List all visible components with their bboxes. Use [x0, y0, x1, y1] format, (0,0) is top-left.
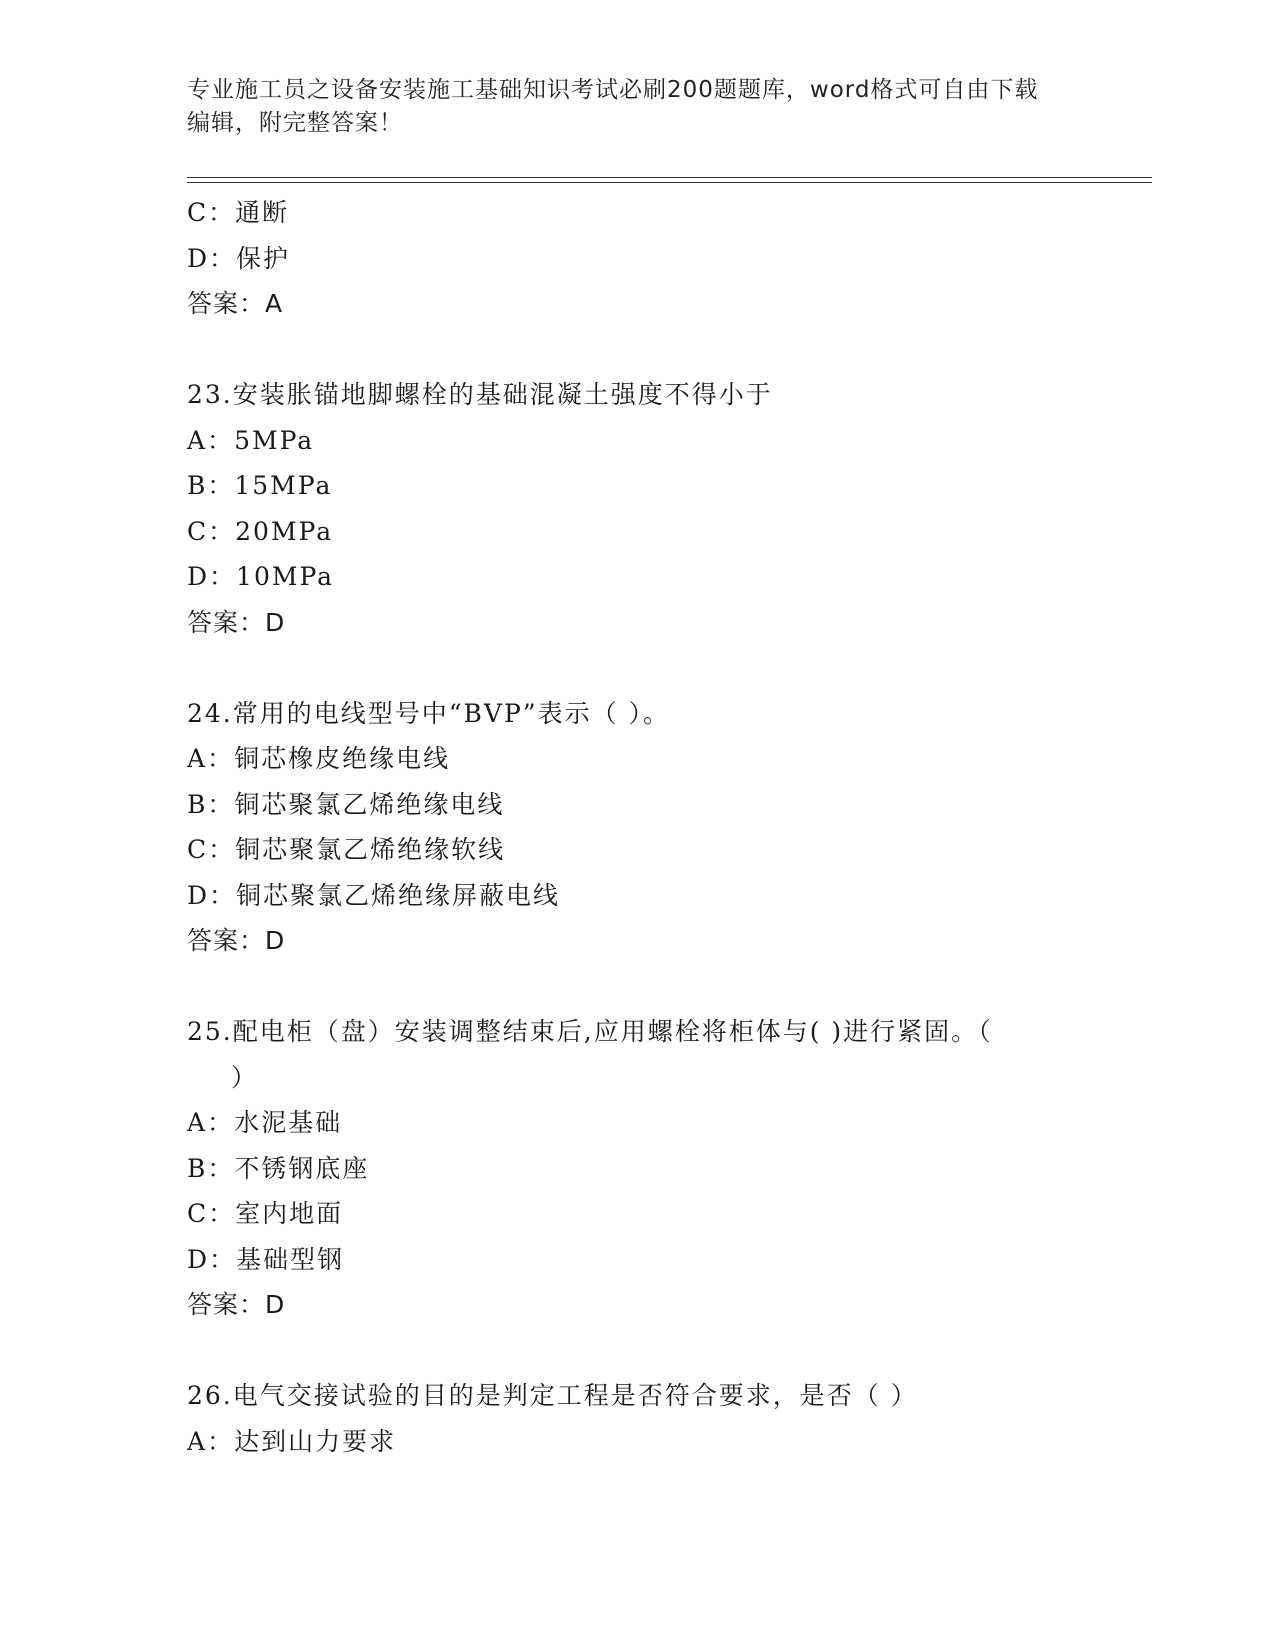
- option-label: A：: [187, 744, 235, 773]
- option-text: 达到山力要求: [234, 1426, 397, 1456]
- option-label: C：: [187, 1199, 236, 1228]
- question-title: 26.电气交接试验的目的是判定工程是否符合要求，是否（ ）: [187, 1381, 918, 1410]
- question-title: 24.常用的电线型号中“BVP”表示（ ）。: [187, 698, 671, 728]
- option-label: B：: [187, 789, 235, 819]
- option-c: [187, 509, 1087, 555]
- option-text: 铜芯聚氯乙烯绝缘屏蔽电线: [236, 880, 561, 910]
- answer-line: 答案：D: [187, 926, 286, 955]
- option-a: [187, 1100, 1087, 1146]
- option-text: 铜芯聚氯乙烯绝缘电线: [234, 789, 505, 819]
- document-header: [187, 74, 1067, 140]
- option-text: 10MPa: [236, 562, 335, 591]
- option-c: [187, 827, 1087, 873]
- option-text: 铜芯聚氯乙烯绝缘软线: [235, 835, 506, 864]
- option-label: D：: [187, 562, 237, 591]
- option-text: 铜芯橡皮绝缘电线: [234, 744, 451, 773]
- option-label: D：: [187, 880, 237, 910]
- header-divider-top: [187, 177, 1152, 178]
- option-text: 水泥基础: [234, 1108, 343, 1137]
- spacer: [187, 964, 1087, 1010]
- option-text: 保护: [236, 243, 291, 273]
- option-a: [187, 418, 1087, 464]
- answer-line: 答案：D: [187, 1290, 286, 1319]
- header-line-2: 编辑，附完整答案！: [187, 110, 403, 136]
- option-label: A：: [187, 425, 235, 455]
- answer-line: 答案：A: [187, 289, 284, 318]
- spacer: [187, 645, 1087, 691]
- option-d: [187, 1237, 1087, 1283]
- option-label: D：: [187, 1244, 237, 1274]
- header-divider-bottom: [187, 182, 1152, 183]
- answer-line: 答案：D: [187, 607, 286, 637]
- spacer: [187, 1328, 1087, 1374]
- option-a: [187, 736, 1087, 782]
- option-d: [187, 873, 1087, 919]
- option-a: [187, 1419, 1087, 1465]
- option-b: [187, 463, 1087, 509]
- option-text: 室内地面: [235, 1199, 344, 1228]
- question-title-continuation: ）: [231, 1062, 259, 1092]
- option-label: A：: [187, 1426, 235, 1456]
- option-text: 5MPa: [234, 425, 315, 455]
- question-list: [187, 190, 1087, 1464]
- option-label: B：: [187, 1153, 235, 1183]
- question-title: 23.安装胀锚地脚螺栓的基础混凝土强度不得小于: [187, 380, 773, 409]
- option-d: [187, 554, 1087, 600]
- option-label: A：: [187, 1108, 235, 1137]
- option-c: [187, 1191, 1087, 1237]
- option-label: C：: [187, 835, 236, 864]
- header-line-1: 专业施工员之设备安装施工基础知识考试必刷200题题库，word格式可自由下载: [187, 77, 1039, 103]
- option-text: 不锈钢底座: [234, 1153, 370, 1183]
- option-label: C：: [187, 516, 236, 546]
- option-label: C：: [187, 198, 236, 227]
- question-title: 25.配电柜（盘）安装调整结束后,应用螺栓将柜体与( )进行紧固。（: [187, 1017, 993, 1046]
- option-text: 20MPa: [235, 516, 334, 546]
- option-d: [187, 236, 1087, 282]
- option-text: 通断: [235, 198, 290, 227]
- option-b: [187, 782, 1087, 828]
- option-b: [187, 1146, 1087, 1192]
- option-label: D：: [187, 243, 237, 273]
- option-label: B：: [187, 471, 235, 500]
- spacer: [187, 327, 1087, 373]
- option-text: 基础型钢: [236, 1244, 345, 1274]
- option-text: 15MPa: [234, 471, 333, 500]
- option-c: [187, 190, 1087, 236]
